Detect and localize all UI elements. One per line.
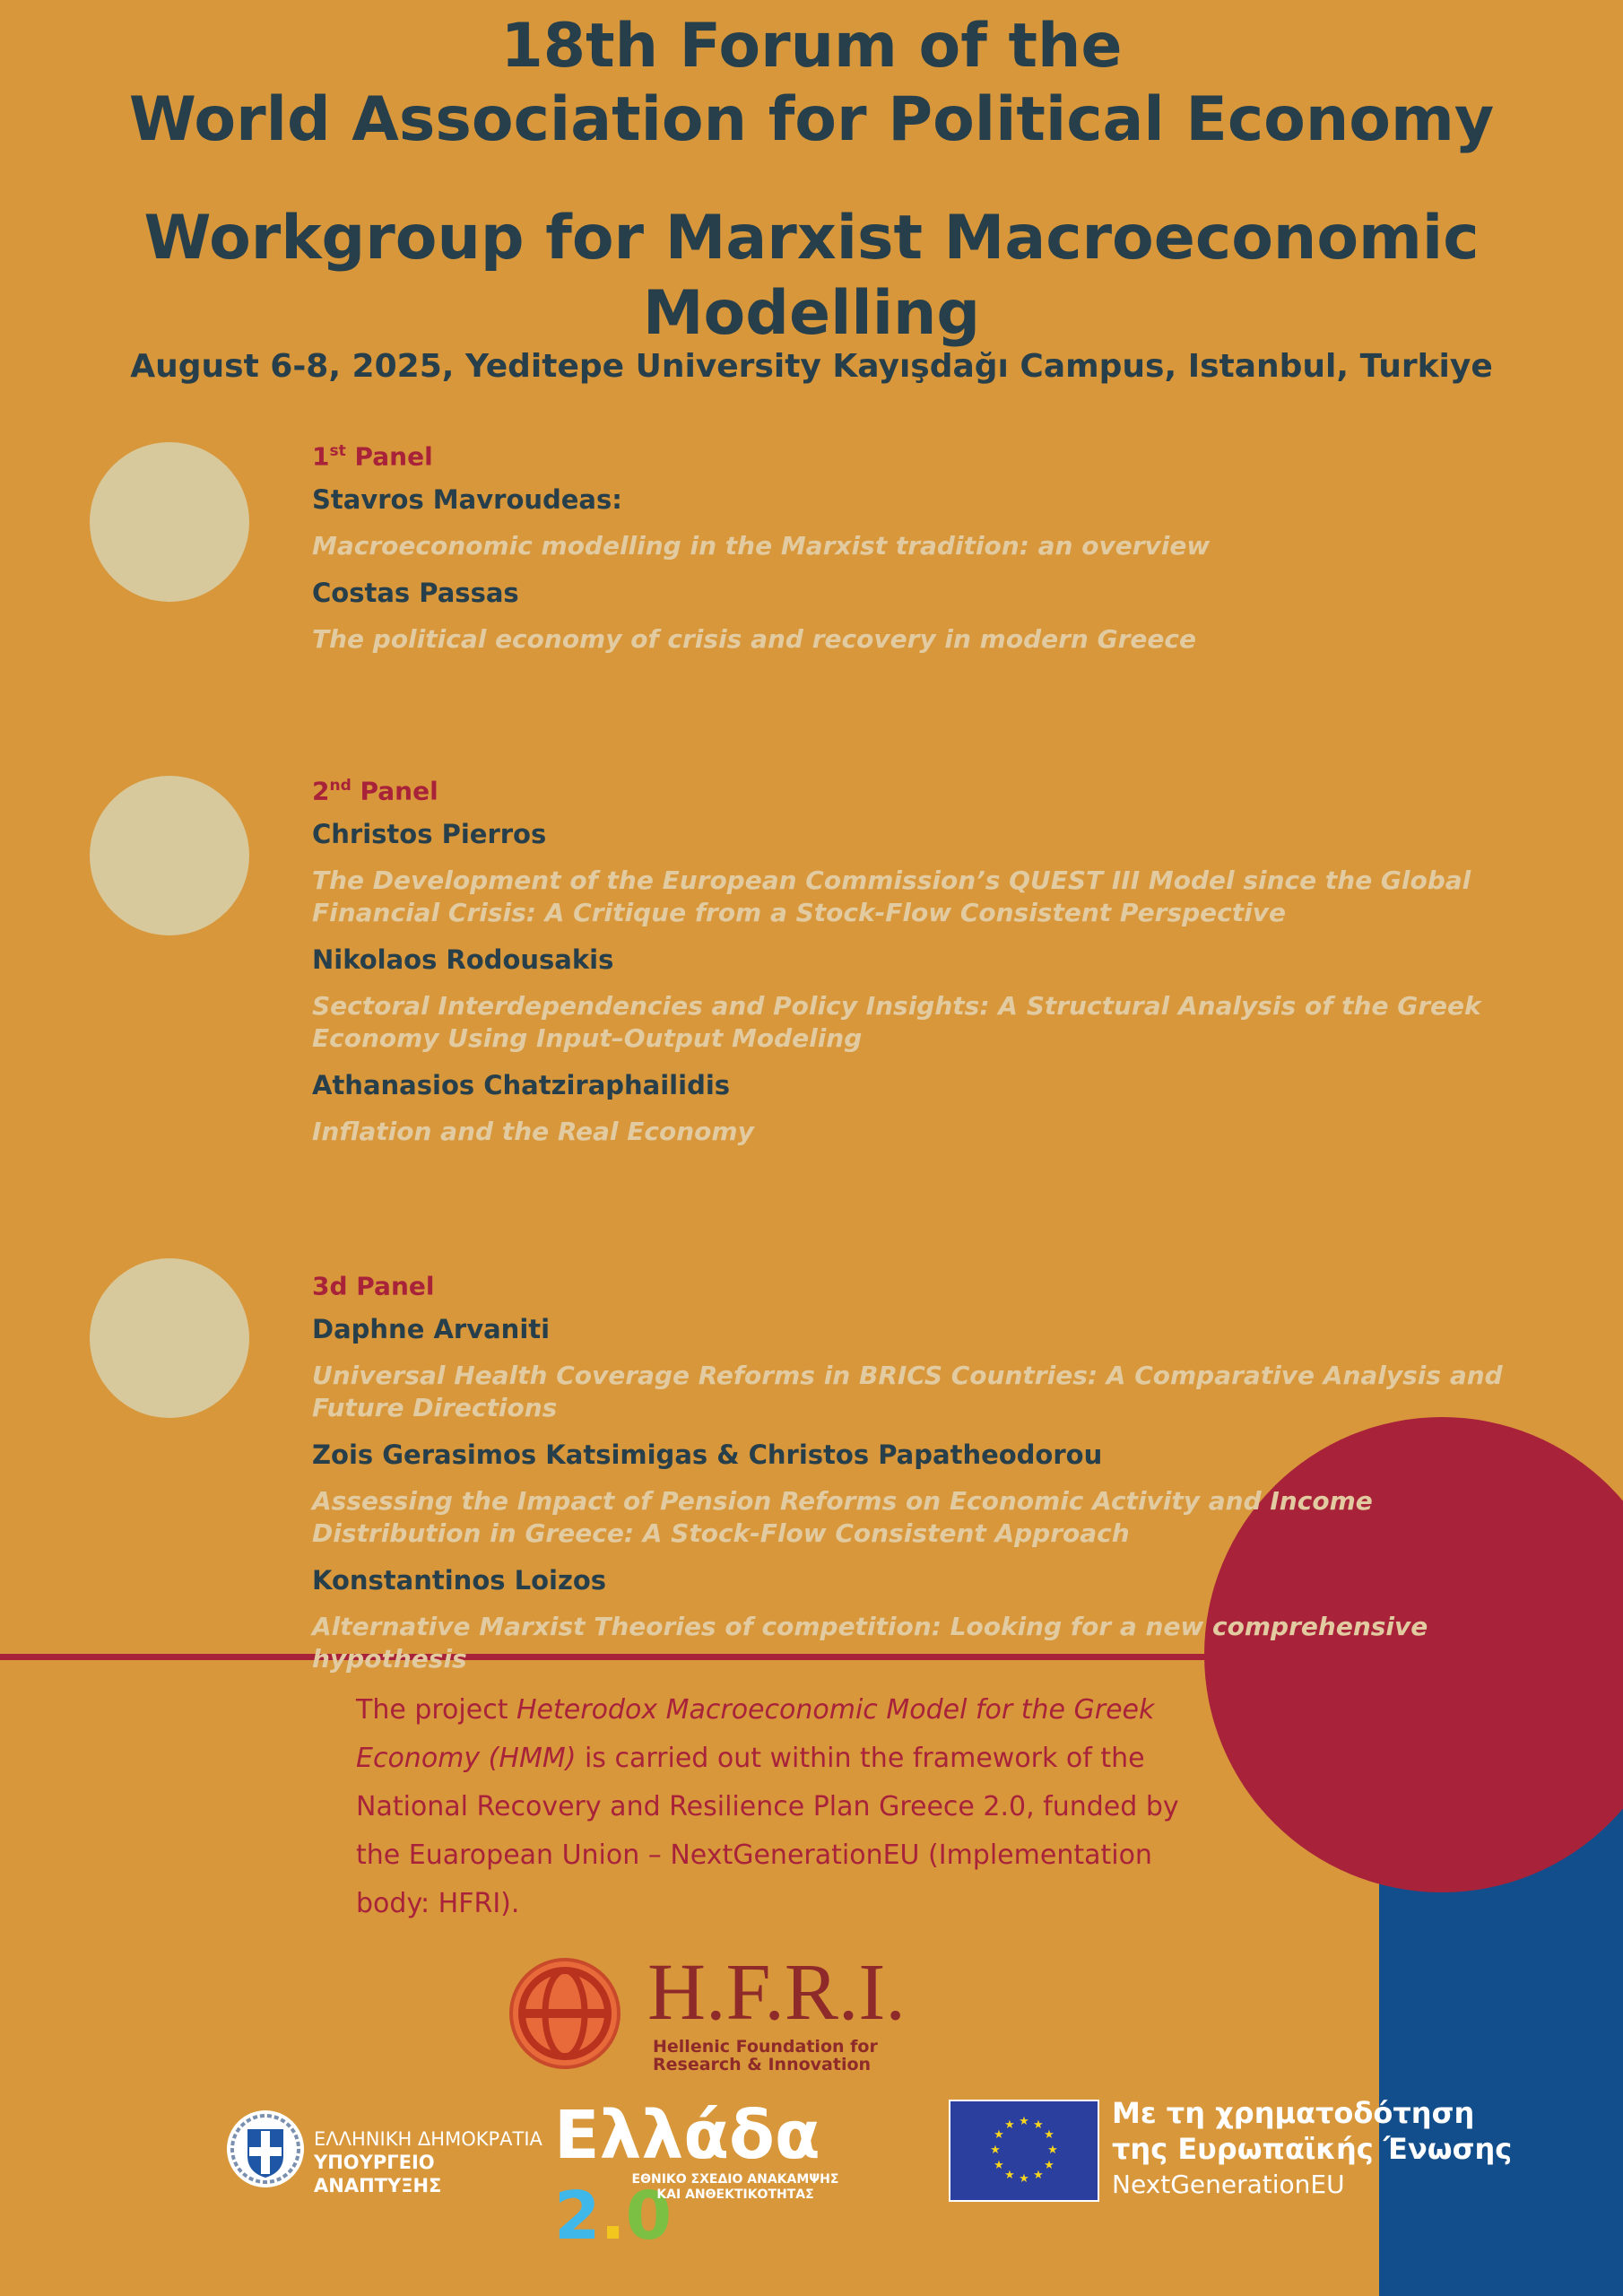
speaker-name: Daphne Arvaniti xyxy=(312,1314,551,1344)
paper-title: Assessing the Impact of Pension Reforms on Economic Activity and Income Distribution in Greece: A Stock-Flow Consistent Approach xyxy=(312,1486,1373,1548)
hfri-logo xyxy=(502,1948,906,2074)
paper-title: The political economy of crisis and recovery in modern Greece xyxy=(312,624,1196,654)
svg-text:★: ★ xyxy=(990,2144,1001,2157)
svg-text:★: ★ xyxy=(1044,2159,1055,2172)
svg-text:★: ★ xyxy=(1047,2144,1058,2157)
panel-2-heading: 2nd Panel xyxy=(312,776,438,806)
paper-title: Inflation and the Real Economy xyxy=(312,1117,754,1146)
hfri-emblem-icon xyxy=(502,1955,628,2072)
speaker-name: Athanasios Chatziraphailidis xyxy=(312,1070,731,1100)
greece-word: Ελλάδα xyxy=(554,2097,820,2174)
svg-text:★: ★ xyxy=(1019,2115,1029,2128)
greek-emblem-icon xyxy=(224,2108,307,2190)
svg-text:★: ★ xyxy=(1033,2118,1044,2132)
panel-2 xyxy=(312,768,1514,1161)
ministry-line2: ΥΠΟΥΡΓΕΙΟ ΑΝΑΠΤΥΞΗΣ xyxy=(314,2152,442,2196)
panel-1-circle xyxy=(90,442,249,602)
paper-title: Sectoral Interdependencies and Policy Insights: A Structural Analysis of the Greek Economy Using Input–Output Modeling xyxy=(312,991,1481,1053)
eu-flag-icon xyxy=(949,2100,1099,2202)
ministry-logo xyxy=(224,2108,547,2196)
panel-1 xyxy=(312,433,1514,668)
panel-3-circle xyxy=(90,1258,249,1418)
date-location: August 6-8, 2025, Yeditepe University Kayışdağı Campus, Istanbul, Turkiye xyxy=(130,348,1493,385)
paper-title: Macroeconomic modelling in the Marxist tradition: an overview xyxy=(312,531,1211,561)
hfri-letters: H.F.R.I. xyxy=(647,1948,906,2037)
svg-text:★: ★ xyxy=(1004,2169,1015,2182)
greece-2-0-logo: Ελλάδα 2.0 ΕΘΝΙΚΟ ΣΧΕΔΙΟ ΑΝΑΚΑΜΨΗΣ ΚΑΙ ΑΝΘΕΚΤΙΚΟΤΗΤΑΣ xyxy=(554,2095,922,2203)
paper-title: The Development of the European Commission’s QUEST III Model since the Global Financial Crisis: A Critique from a Stock-Flow Consistent Perspective xyxy=(312,865,1471,927)
hfri-subtitle: Hellenic Foundation for Research & Innovation xyxy=(653,2037,878,2074)
speaker-name: Stavros Mavroudeas: xyxy=(312,484,622,515)
speaker-name: Christos Pierros xyxy=(312,819,547,849)
paper-title: Alternative Marxist Theories of competition: Looking for a new comprehensive hypothesis xyxy=(312,1612,1428,1674)
forum-title-line2: World Association for Political Economy xyxy=(128,84,1495,155)
speaker-name: Costas Passas xyxy=(312,578,519,608)
project-name: Heterodox Macroeconomic Model for the Greek Economy (HMM) xyxy=(356,1694,1155,1774)
svg-text:★: ★ xyxy=(1019,2172,1029,2186)
funding-statement: The project Heterodox Macroeconomic Model for the Greek Economy (HMM) is carried out within the framework of the National Recovery and Resilience Plan Greece 2.0, funded by the Euaropean Union – NextGenerationEU (Implementation body: HFRI). xyxy=(356,1694,1179,1919)
panel-1-heading: 1st Panel xyxy=(312,441,433,472)
speaker-name: Zois Gerasimos Katsimigas & Christos Papatheodorou xyxy=(312,1439,1103,1470)
panel-3-heading: 3d Panel xyxy=(312,1271,435,1301)
paper-title: Universal Health Coverage Reforms in BRICS Countries: A Comparative Analysis and Future Directions xyxy=(312,1361,1503,1422)
forum-title-line1: 18th Forum of the xyxy=(500,11,1123,82)
greece-subtitle: ΕΘΝΙΚΟ ΣΧΕΔΙΟ ΑΝΑΚΑΜΨΗΣ ΚΑΙ ΑΝΘΕΚΤΙΚΟΤΗΤΑΣ xyxy=(631,2172,839,2202)
svg-text:★: ★ xyxy=(1033,2169,1044,2182)
speaker-name: Konstantinos Loizos xyxy=(312,1565,607,1596)
ministry-line1: ΕΛΛΗΝΙΚΗ ΔΗΜΟΚΡΑΤΙΑ xyxy=(314,2128,542,2150)
eu-funding-text: Με τη χρηματοδότηση της Ευρωπαϊκής Ένωσης NextGenerationEU xyxy=(1112,2096,1513,2199)
workgroup-title: Workgroup for Marxist Macroeconomic Modelling xyxy=(143,203,1480,349)
svg-text:★: ★ xyxy=(1004,2118,1015,2132)
svg-text:★: ★ xyxy=(994,2128,1004,2142)
svg-text:★: ★ xyxy=(1044,2128,1055,2142)
panel-2-circle xyxy=(90,776,249,935)
svg-text:★: ★ xyxy=(994,2159,1004,2172)
panel-3 xyxy=(312,1263,1514,1688)
speaker-name: Nikolaos Rodousakis xyxy=(312,944,614,975)
